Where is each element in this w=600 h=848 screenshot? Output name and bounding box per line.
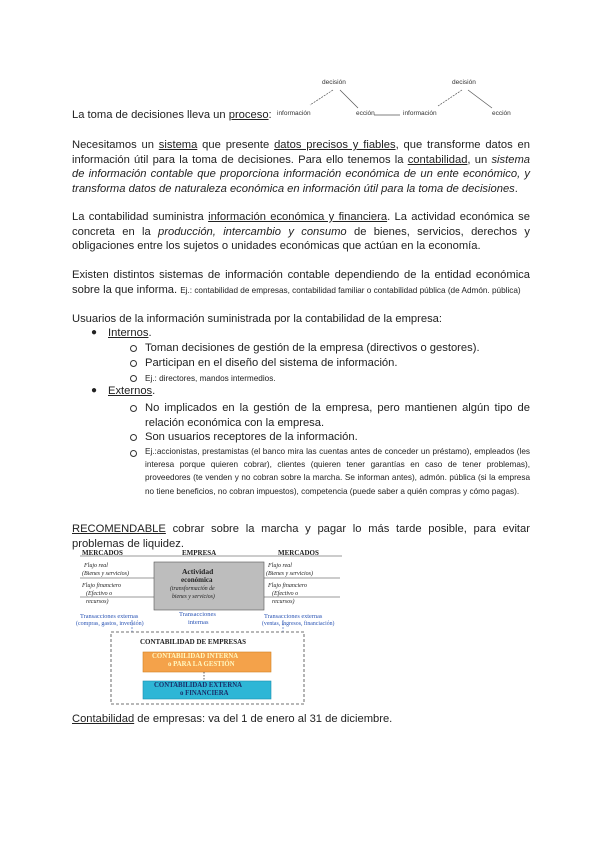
sketch-informacion-2: información [403, 110, 437, 117]
bullet-icon: ● [91, 327, 98, 338]
trans-ext-right: Transacciones externas [264, 613, 323, 620]
flujo-financiero-right: Flujo financiero [268, 583, 307, 589]
sketch-decision-2: decisión [452, 79, 476, 86]
trans-ext-left: Transacciones externas [80, 613, 139, 620]
contab-externa-label: CONTABILIDAD EXTERNA [154, 682, 243, 689]
sketch-accion-2: ección [492, 110, 511, 117]
circle-bullet-icon [130, 360, 137, 367]
externos-label: Externos. [108, 385, 156, 397]
paragraph-contabilidad: La contabilidad suministra información económica y financiera. La actividad económica se concreta en la producción, intercambio y consumo de bienes, servicios, derechos y obligaciones entre los sujetos o unidades económicas que actúan en la economía. [72, 211, 531, 252]
mercados-right-label: MERCADOS [278, 549, 319, 557]
internos-item-2: Participan en el diseño del sistema de información. [145, 357, 398, 369]
compras-label: (compras, gastos, inversión) [76, 621, 144, 627]
paragraph-recomendable: RECOMENDABLE cobrar sobre la marcha y pagar lo más tarde posible, para evitar problemas de liquidez. [72, 523, 530, 550]
internos-ejemplo: Ej.: directores, mandos intermedios. [145, 374, 276, 383]
contab-externa-label-2: o FINANCIERA [180, 690, 229, 697]
sketch-informacion-1: información [277, 110, 311, 117]
circle-bullet-icon [130, 345, 137, 352]
intro-line: La toma de decisiones lleva un proceso: [72, 109, 272, 121]
internas-label: internas [188, 619, 209, 626]
externos-item-1: No implicados en la gestión de la empresa, pero mantienen algún tipo de relación económica con la empresa. [145, 402, 530, 429]
paragraph-sistema: Necesitamos un sistema que presente datos precisos y fiables, que transforme datos en información útil para la toma de decisiones. Para ello tenemos la contabilidad, un sistema de información contable que proporciona información económica de un ente económico, y transforma datos de naturaleza económica en información útil para la toma de decisiones. [72, 139, 530, 195]
ventas-label: (ventas, ingresos, financiación) [262, 621, 335, 627]
externos-item-2: Son usuarios receptores de la información. [145, 431, 358, 443]
bienes-right: (Bienes y servicios) [266, 571, 313, 577]
transacciones-internas: Transacciones [179, 611, 216, 618]
recursos-right: recursos) [272, 599, 295, 605]
transformacion-label: (transformación de [170, 586, 215, 592]
circle-bullet-icon [130, 450, 137, 457]
proceso-link: proceso [228, 109, 269, 121]
externos-ejemplo: Ej.:accionistas, prestamistas (el banco mira las cuentas antes de conceder un préstamo), empleados (les interesa porque quieren cobrar), clientes (quieren tener garantías en caso de tener problemas), proveedores (te venden y no cobran sobre la marcha. Se informan antes), admón. pública (si la empresa no tiene beneficios, no cobran impuestos), competencia (puede saber a quién compras y cómo pagas). [145, 447, 530, 496]
efectivo-left: (Efectivo o [86, 591, 113, 597]
recursos-left: recursos) [86, 599, 109, 605]
paragraph-sistemas: Existen distintos sistemas de información contable dependiendo de la entidad económica sobre la que informa. Ej.: contabilidad de empresas, contabilidad familiar o contabilidad pública (de Admón. pública) [72, 269, 530, 296]
contab-interna-label-2: o PARA LA GESTIÓN [168, 661, 235, 668]
usuarios-heading: Usuarios de la información suministrada por la contabilidad de la empresa: [72, 313, 443, 325]
circle-bullet-icon [130, 434, 137, 441]
empresa-label: EMPRESA [182, 549, 217, 557]
contab-empresas-label: CONTABILIDAD DE EMPRESAS [140, 638, 247, 646]
paragraph-contabilidad-empresas: Contabilidad de empresas: va del 1 de enero al 31 de diciembre. [72, 713, 393, 725]
circle-bullet-icon [130, 405, 137, 412]
transformacion-label-2: bienes y servicios) [172, 594, 215, 600]
economica-label: económica [181, 576, 213, 584]
sketch-accion-1: ección [356, 110, 375, 117]
internos-label: Internos. [108, 327, 152, 339]
empresa-diagram [78, 550, 348, 705]
bullet-icon: ● [91, 385, 98, 396]
internos-item-1: Toman decisiones de gestión de la empresa (directivos o gestores). [145, 342, 480, 354]
flujo-real-left: Flujo real [84, 563, 108, 569]
mercados-left-label: MERCADOS [82, 549, 123, 557]
circle-bullet-icon [130, 375, 137, 382]
flujo-financiero-left: Flujo financiero [82, 583, 121, 589]
efectivo-right: (Efectivo o [272, 591, 299, 597]
actividad-label: Actividad [182, 567, 214, 576]
sketch-decision-1: decisión [322, 79, 346, 86]
bienes-left: (Bienes y servicios) [82, 571, 129, 577]
contab-interna-label: CONTABILIDAD INTERNA [152, 653, 239, 660]
flujo-real-right: Flujo real [268, 563, 292, 569]
